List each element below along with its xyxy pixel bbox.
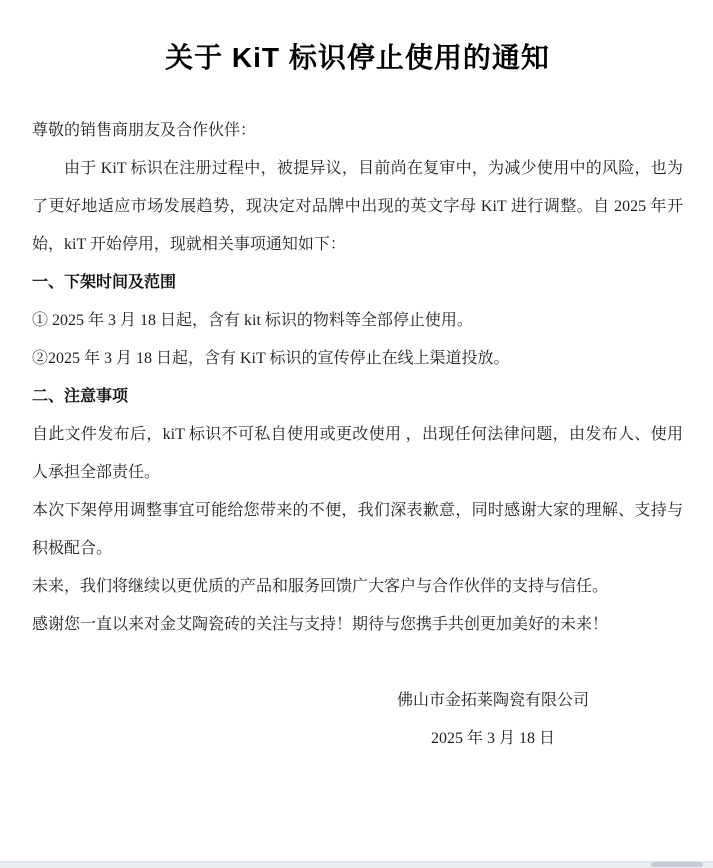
section2-paragraph-2: 本次下架停用调整事宜可能给您带来的不便，我们深表歉意，同时感谢大家的理解、支持与积极配合。 — [32, 502, 683, 557]
section2-heading: 二、注意事项 — [32, 388, 129, 405]
section2-paragraph-3: 未来，我们将继续以更优质的产品和服务回馈广大客户与合作伙伴的支持与信任。 — [32, 578, 609, 595]
signature-company: 佛山市金拓莱陶瓷有限公司 — [396, 692, 589, 709]
horizontal-scrollbar-track[interactable] — [0, 861, 713, 868]
salutation: 尊敬的销售商朋友及合作伙伴： — [32, 122, 257, 139]
section1-item-2: ②2025 年 3 月 18 日起，含有 KiT 标识的宣传停止在线上渠道投放。 — [32, 350, 510, 367]
intro-paragraph: 由于 KiT 标识在注册过程中，被提异议，目前尚在复审中，为减少使用中的风险，也为了更好地适应市场发展趋势，现决定对品牌中出现的英文字母 KiT 进行调整。自 2025 年开始，kiT 开始停用，现就相关事项通知如下： — [32, 160, 683, 253]
section1-item-1: ① 2025 年 3 月 18 日起，含有 kit 标识的物料等全部停止使用。 — [32, 312, 473, 329]
section1-heading: 一、下架时间及范围 — [32, 274, 177, 291]
signature-block — [388, 682, 598, 758]
document-title: 关于 KiT 标识停止使用的通知 — [165, 42, 550, 73]
section2-paragraph-1: 自此文件发布后，kiT 标识不可私自使用或更改使用 ，出现任何法律问题，由发布人、使用人承担全部责任。 — [32, 426, 683, 481]
signature-date: 2025 年 3 月 18 日 — [430, 730, 555, 747]
horizontal-scrollbar-thumb[interactable] — [651, 862, 703, 867]
section2-paragraph-4: 感谢您一直以来对金艾陶瓷砖的关注与支持！期待与您携手共创更加美好的未来！ — [32, 616, 609, 633]
